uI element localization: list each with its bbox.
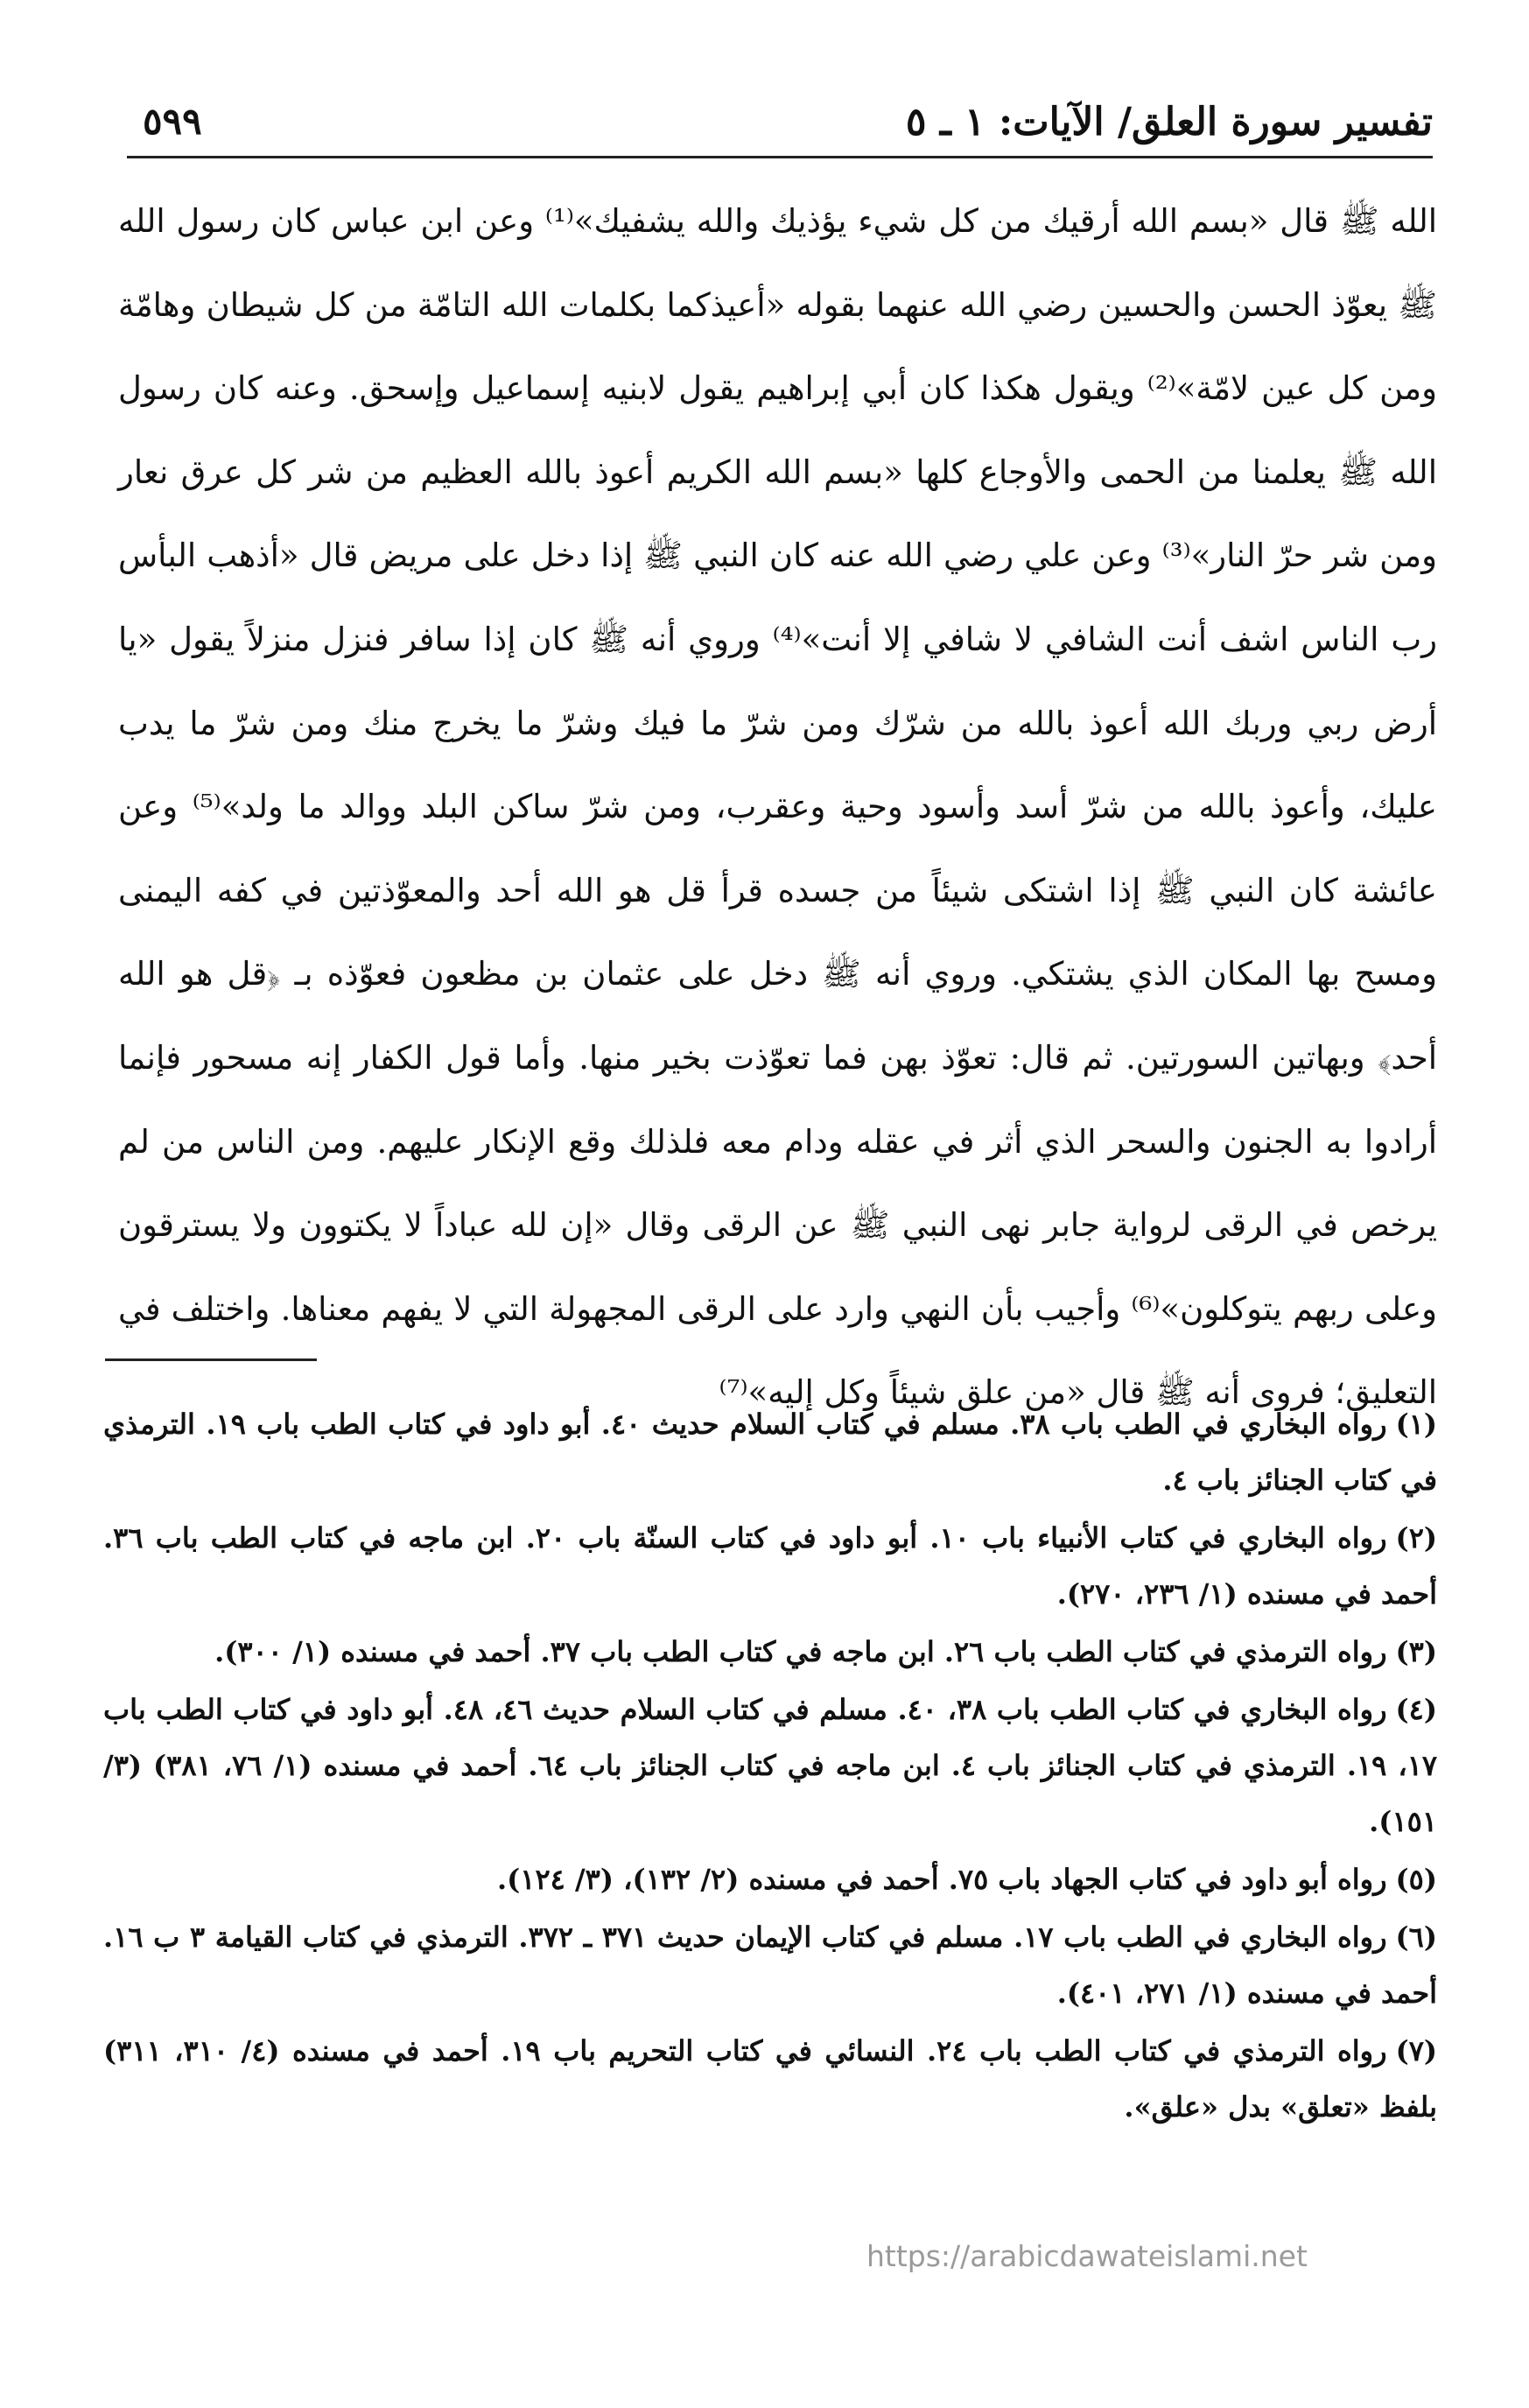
footnote-marker: (٣) bbox=[1395, 1635, 1437, 1668]
running-title: تفسير سورة العلق/ الآيات: ١ ـ ٥ bbox=[905, 100, 1433, 144]
main-text bbox=[118, 179, 1437, 1435]
footnote-text: رواه البخاري في كتاب الأنبياء باب ١٠. أبو داود في كتاب السنّة باب ٢٠. ابن ماجه في كتاب الطب باب ٣٦. أحمد في مسنده (١/ ٢٣٦، ٢٧٠). bbox=[103, 1521, 1437, 1611]
footnote-text: رواه أبو داود في كتاب الجهاد باب ٧٥. أحمد في مسنده (٢/ ١٣٢)، (٣/ ١٢٤). bbox=[497, 1863, 1387, 1896]
footnote-text: رواه البخاري في كتاب الطب باب ٣٨، ٤٠. مسلم في كتاب السلام حديث ٤٦، ٤٨. أبو داود في كتاب الطب باب ١٧، ١٩. الترمذي في كتاب الجنائز باب ٤. ابن ماجه في كتاب الجنائز باب ٦٤. أحمد في مسنده (١/ ٧٦، ٣٨١) (٣/ ١٥١). bbox=[103, 1693, 1438, 1838]
footnote-text: رواه البخاري في الطب باب ١٧. مسلم في كتاب الإيمان حديث ٣٧١ ـ ٣٧٢. الترمذي في كتاب القيامة ٣ ب ١٦. أحمد في مسنده (١/ ٢٧١، ٤٠١). bbox=[103, 1920, 1437, 2010]
footnote-4 bbox=[103, 1681, 1437, 1850]
footnote-text: رواه الترمذي في كتاب الطب باب ٢٦. ابن ماجه في كتاب الطب باب ٣٧. أحمد في مسنده (١/ ٣٠٠). bbox=[214, 1635, 1387, 1668]
page-number: ٥٩٩ bbox=[143, 100, 202, 143]
footnote-separator bbox=[105, 1358, 317, 1361]
page-header bbox=[127, 95, 1433, 158]
footnote-marker: (٤) bbox=[1395, 1693, 1437, 1726]
footnote-5 bbox=[103, 1851, 1437, 1907]
footnote-marker: (٧) bbox=[1395, 2034, 1438, 2068]
footnote-1 bbox=[103, 1396, 1437, 1508]
footnote-7 bbox=[103, 2023, 1437, 2135]
footnote-text: رواه الترمذي في كتاب الطب باب ٢٤. النسائي في كتاب التحريم باب ١٩. أحمد في مسنده (٤/ ٣١٠، ٣١١) بلفظ «تعلق» بدل «علق». bbox=[103, 2034, 1437, 2124]
watermark-url: https://arabicdawateislami.net bbox=[866, 2239, 1308, 2273]
main-paragraph: الله ﷺ قال «بسم الله أرقيك من كل شيء يؤذيك والله يشفيك»⁽¹⁾ وعن ابن عباس كان رسول الله ﷺ يعوّذ الحسن والحسين رضي الله عنهما بقوله «أعيذكما بكلمات الله التامّة من كل شيطان وهامّة ومن كل عين لامّة»⁽²⁾ ويقول هكذا كان أبي إبراهيم يقول لابنيه إسماعيل وإسحق. وعنه كان رسول الله ﷺ يعلمنا من الحمى والأوجاع كلها «بسم الله الكريم أعوذ بالله العظيم من شر كل عرق نعار ومن شر حرّ النار»⁽³⁾ وعن علي رضي الله عنه كان النبي ﷺ إذا دخل على مريض قال «أذهب البأس رب الناس اشف أنت الشافي لا شافي إلا أنت»⁽⁴⁾ وروي أنه ﷺ كان إذا سافر فنزل منزلاً يقول «يا أرض ربي وربك الله أعوذ بالله من شرّك ومن شرّ ما فيك وشرّ ما يخرج منك ومن شرّ ما يدب عليك، وأعوذ بالله من شرّ أسد وأسود وحية وعقرب، ومن شرّ ساكن البلد ووالد ما ولد»⁽⁵⁾ وعن عائشة كان النبي ﷺ إذا اشتكى شيئاً من جسده قرأ قل هو الله أحد والمعوّذتين في كفه اليمنى ومسح بها المكان الذي يشتكي. وروي أنه ﷺ دخل على عثمان بن مظعون فعوّذه بـ ﴿قل هو الله أحد﴾ وبهاتين السورتين. ثم قال: تعوّذ بهن فما تعوّذت بخير منها. وأما قول الكفار إنه مسحور فإنما أرادوا به الجنون والسحر الذي أثر في عقله ودام معه فلذلك وقع الإنكار عليهم. ومن الناس من لم يرخص في الرقى لرواية جابر نهى النبي ﷺ عن الرقى وقال «إن لله عباداً لا يكتوون ولا يسترقون وعلى ربهم يتوكلون»⁽⁶⁾ وأجيب بأن النهي وارد على الرقى المجهولة التي لا يفهم معناها. واختلف في التعليق؛ فروى أنه ﷺ قال «من علق شيئاً وكل إليه»⁽⁷⁾ bbox=[118, 202, 1438, 1412]
footnote-text: رواه البخاري في الطب باب ٣٨. مسلم في كتاب السلام حديث ٤٠. أبو داود في كتاب الطب باب ١٩. الترمذي في كتاب الجنائز باب ٤. bbox=[103, 1408, 1437, 1497]
footnote-marker: (٢) bbox=[1395, 1521, 1438, 1555]
footnote-2 bbox=[103, 1510, 1437, 1622]
footnote-marker: (٦) bbox=[1395, 1920, 1437, 1954]
footnote-6 bbox=[103, 1909, 1437, 2021]
footnote-3 bbox=[103, 1624, 1437, 1680]
footnote-marker: (١) bbox=[1395, 1408, 1438, 1441]
footnotes bbox=[103, 1396, 1437, 2137]
footnote-marker: (٥) bbox=[1395, 1863, 1437, 1896]
